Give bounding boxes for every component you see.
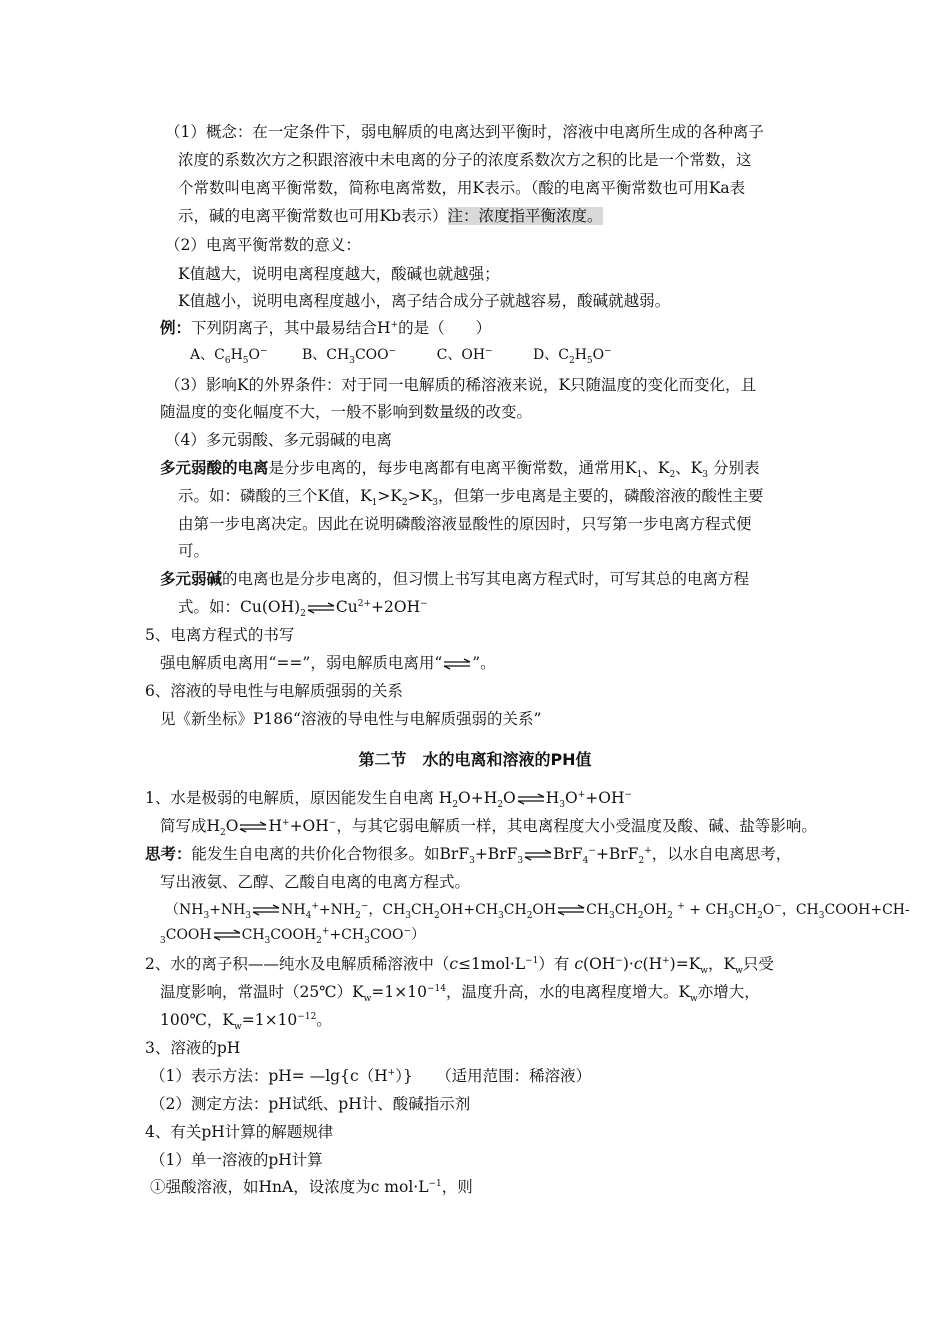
text-line: 多元弱酸的电离是分步电离的，每步电离都有电离平衡常数，通常用$K_1$、$K_2$、$K_3$ 分别表 (160, 459, 760, 481)
text-span: 亦增大， (697, 983, 760, 1001)
text-line: （1）概念：在一定条件下，弱电解质的电离达到平衡时，溶液中电离所生成的各种离子 (165, 123, 764, 141)
text-line: （3）影响K的外界条件：对于同一电解质的稀溶液来说，K只随温度的变化而变化，且 (165, 376, 757, 394)
option-d: D、C (533, 347, 569, 363)
text-line: 写出液氨、乙醇、乙酸自电离的电离方程式。 (160, 873, 471, 891)
text-line: 100℃，$K_w=1\times 10^{-12}$。 (160, 1011, 332, 1033)
text-line: （1）表示方法：pH= —lg{c（H+）} （适用范围：稀溶液） (150, 1067, 592, 1085)
text-span: ，但第一步电离是主要的，磷酸溶液的酸性主要 (438, 487, 764, 505)
text-line: 浓度的系数次方之积跟溶液中未电离的分子的浓度系数次方之积的比是一个常数，这 (178, 151, 752, 169)
section-heading: 6、溶液的导电性与电解质强弱的关系 (145, 682, 403, 700)
text-line: 个常数叫电离平衡常数，简称电离常数，用K表示。（酸的电离平衡常数也可用Ka表 (178, 179, 746, 197)
text-span: 式。如：Cu(OH) (178, 598, 301, 616)
subheading: （2）电离平衡常数的意义： (165, 236, 361, 254)
example-options: A、$C_6H_5O^-$ B、$CH_3COO^-$ C、OH− D、$C_2H_5O^-$ (190, 346, 612, 366)
text-span: ，与其它弱电解质一样，其电离程度大小受温度及酸、碱、盐等影响。 (336, 817, 817, 835)
text-line: （1）单一溶液的pH计算 (150, 1151, 323, 1169)
text-span: =1×10 (241, 1011, 298, 1029)
text-span: 的是（ ） (398, 319, 492, 337)
section-heading: 5、电离方程式的书写 (145, 626, 295, 644)
text-span: ”。 (472, 654, 496, 672)
text-span: 只受 (742, 955, 774, 973)
think-label: 思考： (145, 845, 192, 863)
text-line: K值越小，说明电离程度越小，离子结合成分子就越容易，酸碱就越弱。 (178, 292, 671, 310)
equation-line: （$NH_3+NH_3$ $NH_4^++NH_2^-$，$CH_3CH_2OH+CH_3CH_2OH$ $CH_3CH_2OH_2$ $^+ + CH_3CH_2O^-$，$CH_3COOH+CH-$ (165, 901, 910, 921)
option-b: B、CH (302, 347, 350, 363)
text-line: 1、水是极弱的电解质，原因能发生自电离 $H_2O+H_2O$ $H_3O^++OH^-$ (145, 789, 633, 811)
text-line (178, 206, 603, 226)
text-span: 简写成H (160, 817, 221, 835)
text-line: 示。如：磷酸的三个K值，$K_1>K_2>K_3$，但第一步电离是主要的，磷酸溶液的酸性主要 (178, 487, 764, 509)
text-span: 2、水的离子积——纯水及电解质稀溶液中（ (145, 955, 450, 973)
text-span: 示，碱的电离平衡常数也可用Kb表示） (178, 207, 448, 225)
text-line: K值越大，说明电离程度越大，酸碱也就越强； (178, 265, 500, 283)
equilibrium-arrow-icon (239, 821, 267, 833)
text-span: ≤1mol·L (458, 955, 526, 973)
text-line: （2）测定方法：pH试纸、pH计、酸碱指示剂 (150, 1095, 471, 1113)
highlighted-note: 注：浓度指平衡浓度。 (447, 207, 603, 225)
text-span: 下列阴离子，其中最易结合H (191, 319, 391, 337)
text-line: 随温度的变化幅度不大，一般不影响到数量级的改变。 (160, 403, 533, 421)
text-span: Cu (335, 598, 358, 616)
text-span: 的电离也是分步电离的，但习惯上书写其电离方程式时，可写其总的电离方程 (222, 570, 750, 588)
text-span: ①强酸溶液，如HnA，设浓度为c mol·L (150, 1178, 429, 1196)
text-line: 2、水的离子积——纯水及电解质稀溶液中$(c\le 1mol\cdot L^{-1})$有 $c(OH^-)\cdot c(H^+)=K_w$，$K_w$只受 (145, 955, 774, 977)
text-span: 温度影响，常温时（25℃）K (160, 983, 364, 1001)
bold-term: 多元弱碱 (160, 570, 223, 588)
text-line: 可。 (178, 542, 210, 560)
bold-term: 多元弱酸的电离 (160, 459, 269, 477)
text-line: 简写成$H_2O$ H++OH−，与其它弱电解质一样，其电离程度大小受温度及酸、碱、盐等影响。 (160, 817, 817, 839)
equilibrium-arrow-icon (307, 602, 335, 614)
text-span: ）} （适用范围：稀溶液） (395, 1067, 592, 1085)
text-span: 能发生自电离的共价化合物很多。如BrF (191, 845, 470, 863)
equilibrium-arrow-icon (557, 904, 585, 916)
text-line: ①强酸溶液，如HnA，设浓度为c $mol\cdot L^{-1}$，则 (150, 1178, 473, 1196)
text-span: 分别表 (712, 459, 760, 477)
text-span: ，以水自电离思考， (651, 845, 792, 863)
text-span: ，温度升高，水的电离程度增大。K (445, 983, 691, 1001)
text-span: 是分步电离的，每步电离都有电离平衡常数，通常用K (268, 459, 637, 477)
example-question: 例：下列阴离子，其中最易结合H+的是（ ） (160, 319, 492, 337)
equilibrium-arrow-icon (524, 849, 552, 861)
text-line (160, 653, 496, 673)
text-line: 温度影响，常温时$(25℃)K_w=1\times 10^{-14}$，温度升高，水的电离程度增大。$K_w$亦增大， (160, 983, 760, 1005)
text-line: 由第一步电离决定。因此在说明磷酸溶液显酸性的原因时，只写第一步电离方程式便 (178, 515, 752, 533)
section-title: 第二节 水的电离和溶液的PH值 (358, 750, 592, 769)
text-span: ）有 (538, 955, 575, 973)
option-c: C、OH (436, 347, 486, 363)
text-span: （1）表示方法：pH= —lg{c（H (150, 1067, 388, 1085)
subheading: （4）多元弱酸、多元弱碱的电离 (165, 431, 392, 449)
text-span: 100℃，K (160, 1011, 235, 1029)
text-span: 1、水是极弱的电解质，原因能发生自电离 H (145, 789, 453, 807)
equilibrium-arrow-icon (252, 904, 280, 916)
equation-line: $_3$COOH $CH_3COOH_2^++CH_3COO^-$） (160, 926, 426, 946)
example-label: 例： (160, 319, 192, 337)
text-span: ，则 (441, 1178, 473, 1196)
section-heading: 3、溶液的pH (145, 1039, 241, 1057)
text-line: 思考：能发生自电离的共价化合物很多。如BrF$_3$+BrF$_3$ BrF$_4$−+BrF$_2$+，以水自电离思考， (145, 845, 792, 867)
section-heading: 4、有关pH计算的解题规律 (145, 1123, 334, 1141)
text-span: 强电解质电离用“==”，弱电解质电离用“ (160, 654, 443, 672)
text-span: =1×10 (371, 983, 427, 1001)
equilibrium-arrow-icon (517, 793, 545, 805)
text-line: 式。如：$Cu(OH)_2$ $Cu^{2+}+2OH^-$ (178, 598, 428, 620)
text-span: +2OH (371, 598, 421, 616)
text-line: 见《新坐标》P186“溶液的导电性与电解质强弱的关系” (160, 710, 542, 728)
text-line (160, 569, 749, 589)
text-span: 示。如：磷酸的三个K值，K (178, 487, 372, 505)
equilibrium-arrow-icon (213, 929, 241, 941)
equilibrium-arrow-icon (443, 658, 471, 670)
option-a: A、C (190, 347, 225, 363)
